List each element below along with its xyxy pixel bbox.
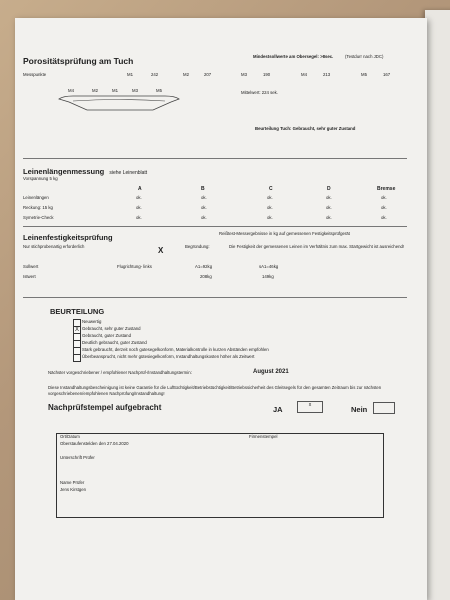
option-label: Neuwertig	[82, 319, 102, 324]
cell-value: ok.	[326, 195, 332, 200]
stamp-no-label: Nein	[351, 405, 368, 414]
point-value: 190	[263, 72, 271, 77]
stamp-yes-box[interactable]: x	[297, 401, 323, 413]
inspector-name: Jens Kirstgen	[60, 487, 87, 492]
fabric-assessment: Beurteilung Tuch: Gebraucht, sehr guter Zustand	[255, 126, 356, 131]
actual-label: Istwert	[23, 274, 36, 279]
place-date-value: Oberstaufenstelden den 27.04.2020	[60, 441, 129, 446]
diagram-label: M3	[132, 88, 138, 93]
stamp-title: Nachprüfstempel aufgebracht	[48, 403, 162, 412]
line-strength-note: Reißtest-Messergebnisse in kg auf gemessenen Festigkeitsprüfgerät	[219, 231, 350, 236]
reason-label: Begründung:	[185, 244, 210, 249]
document-page	[15, 18, 427, 600]
point-name: M4	[301, 72, 307, 77]
cell-value: ok.	[381, 195, 387, 200]
option-label: Gebraucht, sehr guter Zustand	[82, 326, 141, 331]
pretension-label: Vorspannung 5 kg	[23, 176, 58, 181]
porosity-requirement: Mindestsollwerte am Obersegel: >8sec.	[253, 54, 334, 59]
line-length-section	[23, 167, 147, 176]
diagram-label: M5	[156, 88, 162, 93]
signature-label: Unterschrift Prüfer	[60, 455, 95, 460]
assessment-checkbox[interactable]: X	[74, 327, 79, 333]
col-header: D	[327, 186, 331, 192]
actual-value-1: 208kg	[200, 274, 212, 279]
cell-value: ok.	[267, 195, 273, 200]
porosity-title: Porositätsprüfung am Tuch	[23, 56, 134, 66]
direction-label: Flugrichtung- links	[117, 264, 152, 269]
point-name: M3	[241, 72, 247, 77]
divider	[23, 297, 407, 298]
point-name: M1	[127, 72, 133, 77]
cell-value: ok.	[201, 205, 207, 210]
option-label: Deutlich gebraucht, guter Zustand	[82, 340, 147, 345]
point-value: 167	[383, 72, 391, 77]
target-sa1: sA1=46kg	[259, 264, 279, 269]
line-strength-title: Leinenfestigkeitsprüfung	[23, 233, 113, 242]
target-a1: A1=92kg	[195, 264, 213, 269]
point-value: 242	[151, 72, 159, 77]
next-inspection-date: August 2021	[253, 369, 289, 375]
mean-value: Mittelwert: 224 sek.	[241, 90, 279, 95]
assessment-title: BEURTEILUNG	[50, 307, 105, 316]
row-label: Leinenlängen	[23, 195, 49, 200]
point-name: M2	[183, 72, 189, 77]
cell-value: ok.	[326, 205, 332, 210]
stamp-yes-label: JA	[273, 405, 283, 414]
col-header: Bremse	[377, 186, 396, 192]
line-length-note: siehe Leinenblatt	[109, 170, 148, 176]
col-header: B	[201, 186, 205, 192]
cell-value: ok.	[326, 215, 332, 220]
diagram-label: M1	[112, 88, 118, 93]
actual-value-2: 149kg	[262, 274, 274, 279]
second-sheet	[425, 10, 450, 600]
wing-diagram	[53, 88, 183, 122]
inspector-name-label: Name Prüfer	[60, 480, 85, 485]
option-label: Stark gebraucht, derzeit noch gutesegelkonform, Materialkontrolle in kurzen Abständen empfohlen	[82, 347, 269, 352]
point-name: M5	[361, 72, 367, 77]
cell-value: ok.	[267, 205, 273, 210]
cell-value: ok.	[136, 195, 142, 200]
col-header: C	[269, 186, 273, 192]
row-label: Reckung: 15 kg	[23, 205, 53, 210]
diagram-label: M4	[68, 88, 74, 93]
target-label: Sollwert	[23, 264, 39, 269]
point-value: 213	[323, 72, 331, 77]
col-header: A	[138, 186, 142, 192]
stamp-no-box[interactable]	[373, 402, 395, 414]
divider	[23, 226, 407, 227]
line-length-title: Leinenlängenmessung	[23, 167, 105, 176]
next-inspection-label: Nächster vorgeschriebener / empfohlener Nachprüf-/Instandhaltungstermin:	[48, 370, 192, 375]
cell-value: ok.	[201, 195, 207, 200]
diagram-label: M2	[92, 88, 98, 93]
reason-text: Die Festigkeit der gemessenen Leinen im Verhältnis zum max. Startgewicht ist ausreichend!	[229, 244, 405, 249]
option-label: Überbeansprucht, nicht mehr gütesiegelkonform, Instandhaltungskosten höher als Zeitwert	[82, 354, 255, 359]
point-value: 207	[204, 72, 212, 77]
sample-only-mark: X	[158, 246, 164, 255]
cell-value: ok.	[381, 215, 387, 220]
company-stamp-label: Firmenstempel	[249, 434, 278, 439]
cell-value: ok.	[267, 215, 273, 220]
cell-value: ok.	[381, 205, 387, 210]
cell-value: ok.	[136, 205, 142, 210]
cell-value: ok.	[136, 215, 142, 220]
place-date-label: Ort/Datum	[60, 434, 80, 439]
porosity-requirement-note: (Testdurr nach JDC)	[345, 54, 384, 59]
sample-only-label: Nur stichprobenartig erforderlich	[23, 244, 85, 249]
measure-points-label: Messpunkte	[23, 72, 47, 77]
cell-value: ok.	[201, 215, 207, 220]
option-label: Gebraucht, guter Zustand	[82, 333, 131, 338]
assessment-checkbox[interactable]	[73, 354, 81, 362]
divider	[23, 158, 407, 159]
disclaimer-text: Diese Instandhaltungsbescheinigung ist keine Garantie für die Lufttüchtigkeit/Betriebstüchtigkeit/Betriebssicherheit des Gleitsegels für den gesamten Zeitraum bis zur nächsten vorgeschriebenen/empfohlenen Nachprüfung/Instandhaltung!	[48, 385, 382, 396]
row-label: Symetrie-Check	[23, 215, 54, 220]
